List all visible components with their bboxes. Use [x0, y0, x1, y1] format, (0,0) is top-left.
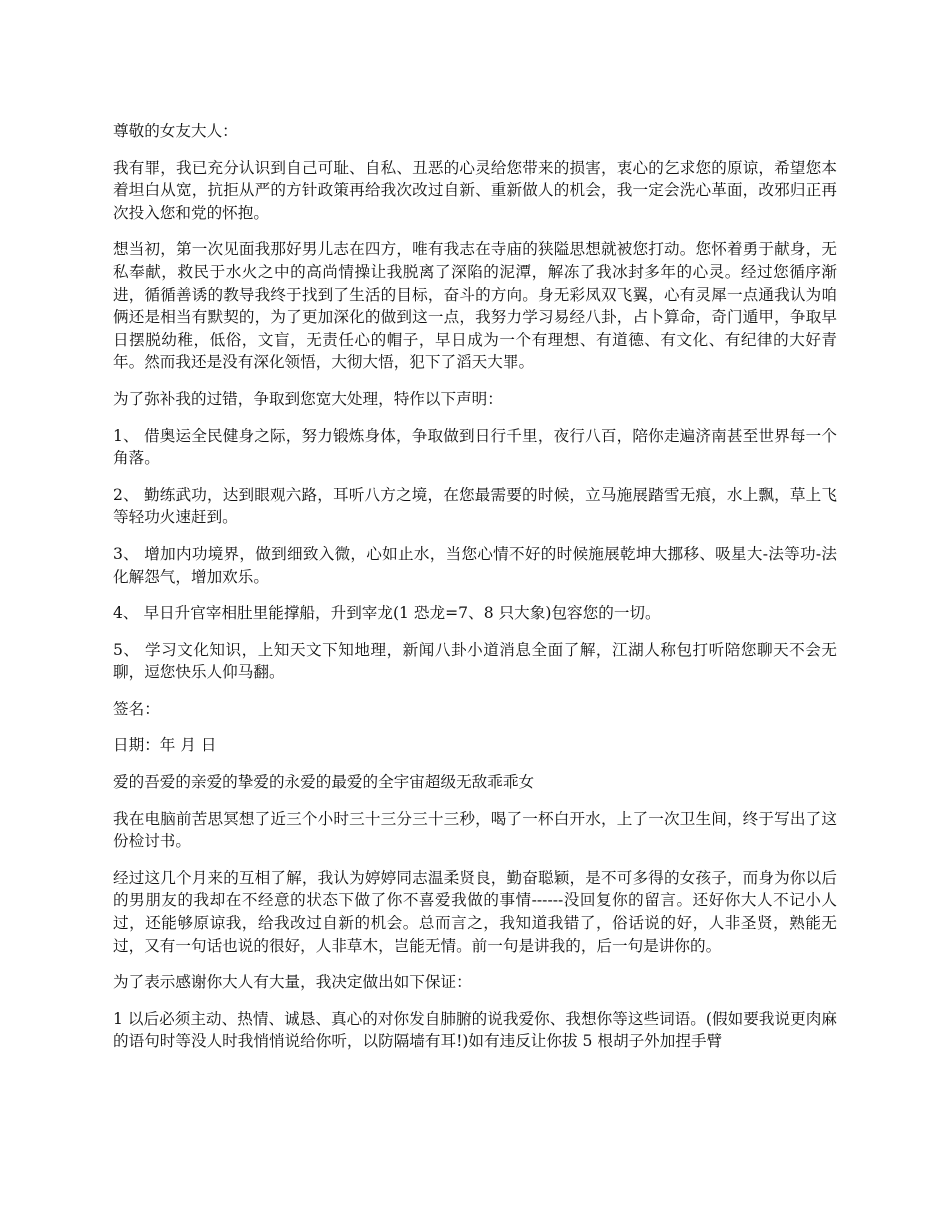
- declaration-item-4: 4、 早日升官宰相肚里能撑船，升到宰龙(1 恐龙=7、8 只大象)包容您的一切。: [113, 604, 661, 623]
- salutation: 尊敬的女友大人：: [113, 122, 238, 140]
- declaration-item-3: 3、 增加内功境界，做到细致入微，心如止水，当您心情不好的时候施展乾坤大挪移、吸星大-法等功-法化解怨气，增加欢乐。: [113, 544, 837, 586]
- document-page: [113, 120, 837, 1067]
- declaration-item-1: 1、 借奥运全民健身之际，努力锻炼身体，争取做到日行千里，夜行八百，陪你走遍济南甚至世界每一个角落。: [113, 426, 837, 468]
- guarantee-item-1: 1 以后必须主动、热情、诚恳、真心的对你发自肺腑的说我爱你、我想你等这些词语。(假如要我说更肉麻的语句时等没人时我悄悄说给你听，以防隔墙有耳!)如有违反让你拔 5 根胡子外加捏手臂: [113, 1009, 837, 1051]
- declaration-item-2: 2、 勤练武功，达到眼观六路，耳听八方之境，在您最需要的时候，立马施展踏雪无痕，水上飘，草上飞等轻功火速赶到。: [113, 485, 837, 527]
- signature-line: 签名：: [113, 699, 160, 718]
- declaration-item-5: 5、 学习文化知识，上知天文下知地理，新闻八卦小道消息全面了解，江湖人称包打听陪您聊天不会无聊，逗您快乐人仰马翻。: [113, 640, 837, 682]
- paragraph-mutual-understanding: 经过这几个月来的互相了解，我认为婷婷同志温柔贤良，勤奋聪颖，是不可多得的女孩子，而身为你以后的男朋友的我却在不经意的状态下做了你不喜爱我做的事情------没回复你的留言。还好你大人不记小人过，还能够原谅我，给我改过自新的机会。总而言之，我知道我错了，俗话说的好，人非圣贤，熟能无过，又有一句话也说的很好，人非草木，岂能无情。前一句是讲我的，后一句是讲你的。: [113, 868, 837, 955]
- second-letter-salutation: 爱的吾爱的亲爱的挚爱的永爱的最爱的全宇宙超级无敌乖乖女: [113, 773, 535, 792]
- paragraph-writing-effort: 我在电脑前苦思冥想了近三个小时三十三分三十三秒，喝了一杯白开水，上了一次卫生间，终于写出了这份检讨书。: [113, 809, 837, 851]
- paragraph-guarantee-intro: 为了表示感谢你大人有大量，我决定做出如下保证：: [113, 973, 472, 992]
- date-line: 日期：年 月 日: [113, 736, 217, 755]
- paragraph-declaration-intro: 为了弥补我的过错，争取到您宽大处理，特作以下声明：: [113, 389, 503, 408]
- paragraph-first-meeting: 想当初，第一次见面我那好男儿志在四方，唯有我志在寺庙的狭隘思想就被您打动。您怀着勇于献身，无私奉献，救民于水火之中的高尚情操让我脱离了深陷的泥潭，解冻了我冰封多年的心灵。经过您循序渐进，循循善诱的教导我终于找到了生活的目标，奋斗的方向。身无彩凤双飞翼，心有灵犀一点通我认为咱俩还是相当有默契的，为了更加深化的做到这一点，我努力学习易经八卦，占卜算命，奇门遁甲，争取早日摆脱幼稚，低俗，文盲，无责任心的帽子，早日成为一个有理想、有道德、有文化、有纪律的大好青年。然而我还是没有深化领悟，大彻大悟，犯下了滔天大罪。: [113, 240, 837, 372]
- paragraph-apology: 我有罪，我已充分认识到自己可耻、自私、丑恶的心灵给您带来的损害，衷心的乞求您的原谅，希望您本着坦白从宽，抗拒从严的方针政策再给我次改过自新、重新做人的机会，我一定会洗心革面，改邪归正再次投入您和党的怀抱。: [113, 158, 837, 222]
